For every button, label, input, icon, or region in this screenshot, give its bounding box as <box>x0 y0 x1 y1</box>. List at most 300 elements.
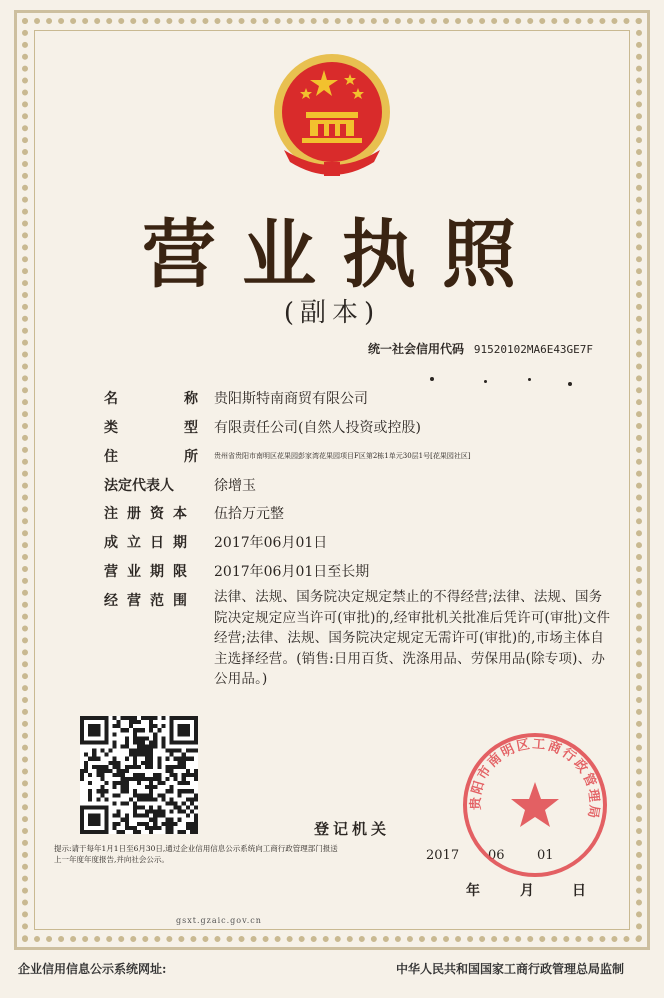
qr-module <box>161 724 165 728</box>
qr-module <box>113 761 117 765</box>
qr-module <box>113 744 117 748</box>
qr-module <box>117 724 121 728</box>
qr-module <box>129 749 133 753</box>
qr-module <box>149 765 153 769</box>
qr-module <box>178 749 182 753</box>
qr-module <box>113 781 117 785</box>
qr-module <box>133 801 137 805</box>
qr-module <box>104 781 108 785</box>
qr-module <box>113 773 117 777</box>
qr-module <box>92 749 96 753</box>
qr-module <box>141 728 145 732</box>
qr-module <box>96 797 100 801</box>
qr-module <box>186 806 190 810</box>
qr-module <box>153 740 157 744</box>
footer-supervisor: 中华人民共和国国家工商行政管理总局监制 <box>396 962 625 976</box>
qr-module <box>145 716 149 720</box>
qr-module <box>133 749 137 753</box>
qr-module <box>174 749 178 753</box>
qr-module <box>145 793 149 797</box>
qr-module <box>88 757 92 761</box>
qr-module <box>125 818 129 822</box>
qr-module <box>141 773 145 777</box>
qr-module <box>137 753 141 757</box>
qr-module <box>133 814 137 818</box>
qr-module <box>149 716 153 720</box>
qr-module <box>153 797 157 801</box>
qr-module <box>141 793 145 797</box>
qr-module <box>117 769 121 773</box>
qr-module <box>133 740 137 744</box>
qr-module <box>190 801 194 805</box>
qr-module <box>88 773 92 777</box>
qr-module <box>125 785 129 789</box>
qr-module <box>149 810 153 814</box>
qr-module <box>117 814 121 818</box>
qr-module <box>170 773 174 777</box>
annual-report-notice: 提示:请于每年1月1日至6月30日,通过企业信用信息公示系统向工商行政管理部门报送上一年度年度报告,并向社会公示。 <box>54 844 338 864</box>
qr-module <box>157 781 161 785</box>
label-char: 所 <box>184 449 198 465</box>
field-legal-rep-value: 徐增玉 <box>214 478 256 494</box>
qr-module <box>170 797 174 801</box>
qr-module <box>104 797 108 801</box>
qr-module <box>149 749 153 753</box>
qr-module <box>108 761 112 765</box>
qr-module <box>121 744 125 748</box>
qr-module <box>133 761 137 765</box>
qr-module <box>165 826 169 830</box>
qr-module <box>125 822 129 826</box>
website-partial: gsxt.gzaic.gov.cn <box>176 916 262 925</box>
qr-module <box>178 765 182 769</box>
footer-system-url-label: 企业信用信息公示系统网址: <box>18 962 167 976</box>
qr-module <box>113 716 117 720</box>
qr-module <box>178 818 182 822</box>
qr-module <box>145 810 149 814</box>
qr-module <box>190 797 194 801</box>
qr-module <box>137 773 141 777</box>
official-seal-stamp-icon <box>460 730 610 880</box>
qr-module <box>170 749 174 753</box>
qr-module <box>113 785 117 789</box>
qr-module <box>133 728 137 732</box>
qr-module <box>182 753 186 757</box>
qr-module <box>182 765 186 769</box>
qr-module <box>100 749 104 753</box>
qr-module <box>80 777 84 781</box>
qr-module <box>121 781 125 785</box>
qr-module <box>178 806 182 810</box>
qr-module <box>170 822 174 826</box>
qr-module <box>186 797 190 801</box>
qr-module <box>129 724 133 728</box>
qr-module <box>137 744 141 748</box>
qr-module <box>145 814 149 818</box>
qr-module <box>194 814 198 818</box>
qr-module <box>194 822 198 826</box>
qr-module <box>113 822 117 826</box>
qr-module <box>104 753 108 757</box>
qr-module <box>100 765 104 769</box>
qr-module <box>153 773 157 777</box>
qr-module <box>113 732 117 736</box>
credit-code-label: 统一社会信用代码 <box>368 342 465 356</box>
qr-module <box>145 761 149 765</box>
qr-module <box>133 830 137 834</box>
unit-year: 年 <box>466 883 480 899</box>
qr-module <box>182 789 186 793</box>
qr-module <box>178 789 182 793</box>
qr-module <box>178 757 182 761</box>
qr-module <box>121 773 125 777</box>
qr-module <box>186 789 190 793</box>
qr-module <box>157 814 161 818</box>
qr-module <box>133 810 137 814</box>
qr-module <box>117 830 121 834</box>
qr-module <box>104 789 108 793</box>
svg-text:贵阳市南明区工商行政管理局: 贵阳市南明区工商行政管理局 <box>468 736 602 822</box>
qr-module <box>137 728 141 732</box>
qr-module <box>182 773 186 777</box>
qr-module <box>84 769 88 773</box>
qr-module <box>137 781 141 785</box>
qr-module <box>117 720 121 724</box>
qr-module <box>153 785 157 789</box>
qr-module <box>113 826 117 830</box>
qr-module <box>141 753 145 757</box>
qr-module <box>129 720 133 724</box>
qr-module <box>165 777 169 781</box>
qr-module <box>129 826 133 830</box>
field-type-value: 有限责任公司(自然人投资或控股) <box>214 420 421 436</box>
qr-module <box>92 765 96 769</box>
qr-module <box>113 724 117 728</box>
qr-module <box>141 740 145 744</box>
qr-module <box>190 757 194 761</box>
qr-module <box>141 744 145 748</box>
qr-module <box>186 749 190 753</box>
qr-module <box>149 761 153 765</box>
qr-module <box>117 810 121 814</box>
qr-module <box>182 810 186 814</box>
qr-module <box>190 773 194 777</box>
qr-module <box>186 769 190 773</box>
document-title: 营业执照 <box>142 212 542 298</box>
qr-module <box>145 736 149 740</box>
qr-module <box>194 793 198 797</box>
qr-module <box>100 785 104 789</box>
qr-module <box>145 765 149 769</box>
field-capital-label: 注册资本 <box>104 506 196 522</box>
qr-module <box>141 777 145 781</box>
qr-module <box>165 830 169 834</box>
qr-module <box>137 830 141 834</box>
qr-module <box>190 826 194 830</box>
qr-module <box>174 777 178 781</box>
qr-module <box>129 765 133 769</box>
qr-module <box>121 777 125 781</box>
qr-module <box>137 749 141 753</box>
ink-speck <box>568 382 572 386</box>
qr-module <box>113 740 117 744</box>
label-char: 住 <box>104 449 118 465</box>
field-name-value: 贵阳斯特南商贸有限公司 <box>214 391 368 407</box>
qr-module <box>141 716 145 720</box>
qr-module <box>153 716 157 720</box>
qr-module <box>133 757 137 761</box>
qr-module <box>178 810 182 814</box>
qr-module <box>157 757 161 761</box>
qr-module <box>117 773 121 777</box>
qr-module <box>137 806 141 810</box>
qr-module <box>137 736 141 740</box>
qr-module <box>178 781 182 785</box>
qr-module <box>149 789 153 793</box>
qr-module <box>133 720 137 724</box>
unit-month: 月 <box>520 883 534 899</box>
qr-module <box>157 806 161 810</box>
qr-module <box>149 740 153 744</box>
qr-module <box>133 826 137 830</box>
qr-module <box>178 761 182 765</box>
qr-module <box>165 818 169 822</box>
qr-module <box>157 810 161 814</box>
qr-module <box>88 789 92 793</box>
qr-module <box>182 801 186 805</box>
qr-module <box>153 826 157 830</box>
qr-module <box>96 789 100 793</box>
qr-module <box>125 765 129 769</box>
qr-module <box>194 777 198 781</box>
qr-module <box>149 781 153 785</box>
qr-module <box>121 801 125 805</box>
qr-module <box>165 822 169 826</box>
registration-month: 06 <box>488 848 505 863</box>
qr-module <box>129 716 133 720</box>
qr-module <box>149 777 153 781</box>
qr-module <box>153 736 157 740</box>
qr-module <box>174 773 178 777</box>
qr-module <box>125 744 129 748</box>
qr-module <box>165 749 169 753</box>
qr-module <box>137 797 141 801</box>
qr-module <box>145 753 149 757</box>
qr-module <box>157 761 161 765</box>
qr-module <box>186 773 190 777</box>
field-term-value: 2017年06月01日至长期 <box>214 564 370 580</box>
qr-module <box>88 781 92 785</box>
ink-speck <box>430 377 434 381</box>
qr-module <box>157 765 161 769</box>
qr-module <box>170 765 174 769</box>
qr-module <box>141 749 145 753</box>
qr-module <box>88 797 92 801</box>
qr-module <box>149 753 153 757</box>
credit-code-value: 91520102MA6E43GE7F <box>473 343 594 356</box>
qr-module <box>149 744 153 748</box>
qr-module <box>194 806 198 810</box>
qr-module <box>190 810 194 814</box>
qr-module <box>141 822 145 826</box>
qr-module <box>186 822 190 826</box>
qr-module <box>92 753 96 757</box>
label-char: 称 <box>184 391 198 407</box>
qr-module <box>141 761 145 765</box>
qr-module <box>125 757 129 761</box>
qr-module <box>141 736 145 740</box>
qr-module <box>170 769 174 773</box>
qr-module <box>145 826 149 830</box>
qr-module <box>108 749 112 753</box>
qr-module <box>174 806 178 810</box>
field-scope-label: 经营范围 <box>104 593 196 609</box>
qr-module <box>157 773 161 777</box>
qr-module <box>100 777 104 781</box>
qr-module <box>141 814 145 818</box>
qr-module <box>125 814 129 818</box>
qr-module <box>141 797 145 801</box>
registration-day: 01 <box>537 848 554 863</box>
field-scope-value: 法律、法规、国务院决定规定禁止的不得经营;法律、法规、国务院决定规定应当许可(审批)的,经审批机关批准后凭许可(审批)文件经营;法律、法规、国务院决定规定无需许可(审批)的,市场主体自主选择经营。(销售:日用百货、洗涤用品、劳保用品(除专项)、办公用品。) <box>214 589 611 687</box>
qr-module <box>190 749 194 753</box>
qr-module <box>133 806 137 810</box>
field-founded-value: 2017年06月01日 <box>214 535 328 551</box>
qr-module <box>161 716 165 720</box>
qr-module <box>137 822 141 826</box>
qr-module <box>161 810 165 814</box>
qr-module <box>100 793 104 797</box>
qr-module <box>121 785 125 789</box>
qr-module <box>137 720 141 724</box>
qr-module <box>96 773 100 777</box>
qr-module <box>125 740 129 744</box>
qr-module <box>96 765 100 769</box>
qr-module <box>194 769 198 773</box>
qr-module <box>113 814 117 818</box>
qr-module <box>194 773 198 777</box>
unit-day: 日 <box>572 883 586 899</box>
document-subtitle: (副本) <box>283 298 381 328</box>
qr-module <box>165 789 169 793</box>
field-address-value: 贵州省贵阳市南明区花果园彭家湾花果园项目F区第2栋1单元30层1号[花果园社区] <box>214 452 471 460</box>
label-char: 类 <box>104 420 118 436</box>
qr-module <box>125 777 129 781</box>
qr-module <box>104 765 108 769</box>
qr-module <box>137 814 141 818</box>
qr-module <box>133 732 137 736</box>
qr-module <box>165 801 169 805</box>
qr-module <box>170 826 174 830</box>
qr-module <box>153 818 157 822</box>
qr-module <box>170 785 174 789</box>
qr-module <box>165 757 169 761</box>
ink-speck <box>528 378 531 381</box>
qr-module <box>190 789 194 793</box>
qr-module <box>145 749 149 753</box>
qr-module <box>157 826 161 830</box>
qr-module <box>96 757 100 761</box>
qr-module <box>133 753 137 757</box>
qr-module <box>145 757 149 761</box>
qr-module <box>113 801 117 805</box>
qr-module <box>96 769 100 773</box>
qr-module <box>153 724 157 728</box>
qr-module <box>137 740 141 744</box>
qr-module <box>88 793 92 797</box>
qr-module <box>186 814 190 818</box>
registration-authority-label: 登记机关 <box>314 820 391 838</box>
qr-module <box>157 728 161 732</box>
label-char: 名 <box>104 391 118 407</box>
qr-module <box>133 765 137 769</box>
qr-module <box>133 793 137 797</box>
qr-module <box>129 777 133 781</box>
qr-module <box>149 720 153 724</box>
qr-module <box>125 801 129 805</box>
qr-module <box>190 822 194 826</box>
qr-module <box>186 781 190 785</box>
qr-module <box>137 793 141 797</box>
field-capital-value: 伍拾万元整 <box>214 506 284 522</box>
qr-module <box>174 801 178 805</box>
qr-module <box>182 830 186 834</box>
qr-module <box>190 830 194 834</box>
qr-module <box>170 753 174 757</box>
qr-module <box>100 769 104 773</box>
qr-module <box>121 769 125 773</box>
qr-module <box>194 818 198 822</box>
qr-module <box>161 793 165 797</box>
qr-module <box>170 810 174 814</box>
qr-module <box>153 777 157 781</box>
qr-module <box>149 830 153 834</box>
qr-module <box>100 789 104 793</box>
field-name-label <box>104 388 198 408</box>
qr-module <box>125 716 129 720</box>
qr-module <box>100 773 104 777</box>
field-founded-label: 成立日期 <box>104 535 196 551</box>
qr-module <box>194 797 198 801</box>
qr-module <box>174 765 178 769</box>
qr-module <box>161 822 165 826</box>
qr-module <box>182 757 186 761</box>
qr-module <box>121 728 125 732</box>
qr-module <box>186 757 190 761</box>
qr-module <box>194 826 198 830</box>
qr-module <box>125 728 129 732</box>
qr-module <box>161 744 165 748</box>
qr-module <box>161 814 165 818</box>
qr-module <box>153 744 157 748</box>
qr-module <box>104 769 108 773</box>
qr-module <box>149 757 153 761</box>
qr-module <box>84 761 88 765</box>
qr-module <box>133 789 137 793</box>
qr-module <box>133 777 137 781</box>
qr-module <box>125 826 129 830</box>
national-emblem-icon <box>262 50 402 182</box>
qr-module <box>117 822 121 826</box>
qr-module <box>125 789 129 793</box>
qr-module <box>117 781 121 785</box>
qr-module <box>92 757 96 761</box>
qr-module <box>182 777 186 781</box>
qr-module <box>170 830 174 834</box>
qr-module <box>194 749 198 753</box>
qr-module <box>80 769 84 773</box>
qr-module <box>161 736 165 740</box>
